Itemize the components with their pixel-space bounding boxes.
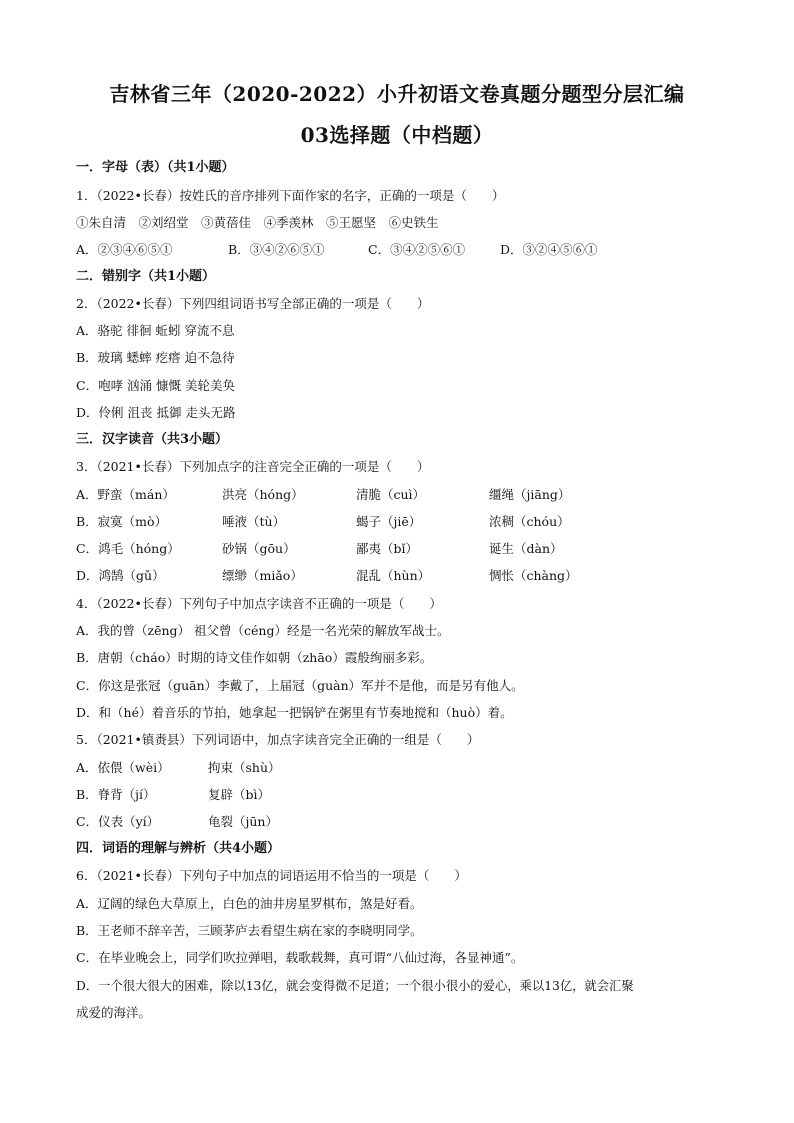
question-3-cell: 浓稠（chóu） [489,514,570,529]
question-3-cell: 砂锅（gōu） [222,541,296,556]
question-2-option-c: C．咆哮 汹涌 慷慨 美轮美奂 [76,378,235,393]
question-1-option-a: A．②③④⑥⑤① [76,242,173,257]
question-3-cell: 诞生（dàn） [489,541,563,556]
question-1-option-c: C．③④②⑤⑥① [368,242,466,257]
question-6-option-b: B．王老师不辞辛苦，三顾茅庐去看望生病在家的李晓明同学。 [76,923,423,938]
question-1-stem: 1．（2022•长春）按姓氏的音序排列下面作家的名字，正确的一项是（ ） [76,188,505,203]
question-4-stem: 4．（2022•长春）下列句子中加点字读音不正确的一项是（ ） [76,596,442,611]
question-3-stem: 3．（2021•长春）下列加点字的注音完全正确的一项是（ ） [76,459,430,474]
question-5-cell: 龟裂（jūn） [208,814,278,829]
question-5-cell: A．依偎（wèi） [76,760,170,775]
question-3-cell: 鄙夷（bǐ） [356,541,418,556]
question-5-stem: 5．（2021•镇赉县）下列词语中，加点字读音完全正确的一组是（ ） [76,732,480,747]
question-4-option-c: C．你这是张冠（guān）李戴了，上届冠（guàn）军并不是他，而是另有他人。 [76,678,524,693]
document-title: 吉林省三年（2020-2022）小升初语文卷真题分题型分层汇编 [109,82,685,106]
section-heading-4: 四．词语的理解与辨析（共4小题） [76,841,281,856]
question-2-stem: 2．（2022•长春）下列四组词语书写全部正确的一项是（ ） [76,296,430,311]
question-3-cell: 缥缈（miǎo） [222,568,303,583]
question-3-cell: 唾液（tù） [222,514,286,529]
question-3-cell: B．寂寞（mò） [76,514,168,529]
section-heading-2: 二．错别字（共1小题） [76,269,216,284]
question-6-option-d: D．一个很大很大的困难，除以13亿，就会变得微不足道；一个很小很小的爱心，乘以13亿，就会汇聚 [76,979,634,993]
question-2-option-b: B．玻璃 蟋蟀 疙瘩 迫不急待 [76,350,235,365]
question-6-option-a: A．辽阔的绿色大草原上，白色的油井房星罗棋布，煞是好看。 [76,896,423,911]
question-3-cell: 蝎子（jiē） [356,514,422,529]
question-2-option-a: A．骆驼 徘徊 蚯蚓 穿流不息 [76,323,235,338]
question-3-cell: 混乱（hùn） [356,568,431,583]
question-4-option-b: B．唐朝（cháo）时期的诗文佳作如朝（zhāo）霞般绚丽多彩。 [76,650,433,665]
section-heading-1: 一．字母（表）（共1小题） [76,160,235,175]
question-3-cell: 惆怅（chàng） [489,568,578,583]
question-4-option-a: A．我的曾（zēng） 祖父曾（céng）经是一名光荣的解放军战士。 [76,623,450,638]
question-5-cell: 拘束（shù） [208,760,281,775]
section-heading-3: 三．汉字读音（共3小题） [76,432,229,447]
question-5-cell: 复辟（bì） [208,787,270,802]
question-6-option-c: C．在毕业晚会上，同学们吹拉弹唱，载歌载舞，真可谓“八仙过海，各显神通”。 [76,950,524,965]
question-5-cell: C．仪表（yí） [76,814,160,829]
document-subtitle: 03选择题（中档题） [300,123,494,147]
question-3-cell: 缰绳（jiāng） [489,487,571,502]
question-3-cell: C．鸿毛（hóng） [76,541,180,556]
question-6-stem: 6．（2021•长春）下列句子中加点的词语运用不恰当的一项是（ ） [76,868,467,883]
question-1-names: ①朱自清 ②刘绍堂 ③黄蓓佳 ④季羡林 ⑤王愿坚 ⑥史铁生 [76,215,439,230]
question-1-option-b: B．③④②⑥⑤① [228,242,325,257]
question-2-option-d: D．伶俐 沮丧 抵御 走头无路 [76,405,236,420]
question-5-cell: B．脊背（jí） [76,787,156,802]
question-4-option-d: D．和（hé）着音乐的节拍，她拿起一把锅铲在粥里有节奏地搅和（huò）着。 [76,705,513,720]
question-6-option-d-continued: 成爱的海洋。 [76,1005,152,1020]
question-3-cell: 清脆（cuì） [356,487,426,502]
question-3-cell: A．野蛮（mán） [76,487,175,502]
question-1-option-d: D．③②④⑤⑥① [500,242,598,257]
question-3-cell: 洪亮（hóng） [222,487,304,502]
question-3-cell: D．鸿鹄（gǔ） [76,568,165,583]
